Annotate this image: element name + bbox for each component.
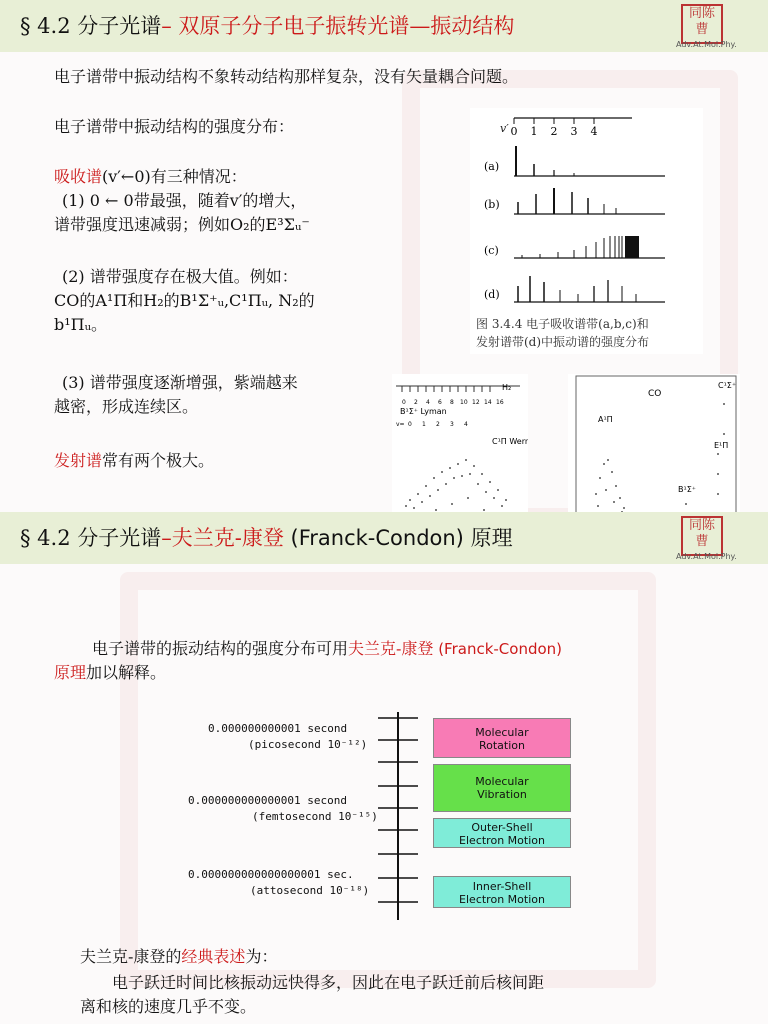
logo-note: Adv.At.Mol.Phy. <box>676 552 737 561</box>
h2-v-tick: 16 <box>496 399 504 406</box>
slide2-header <box>0 512 768 564</box>
case1-line-b: 谱带强度迅速减弱；例如O₂的E³Σᵤ⁻ <box>54 215 310 234</box>
h2-v-tick: 10 <box>460 399 468 406</box>
row-label-c: (c) <box>484 244 499 257</box>
h2-label: H₂ <box>502 383 512 392</box>
h2-v-tick: 6 <box>438 399 442 406</box>
co-c-label: C¹Σ⁺ <box>718 381 737 390</box>
case1-line-a: (1) 0 ← 0带最强，随着v′的增大， <box>62 191 307 210</box>
tick-label: 2 <box>550 125 558 138</box>
timescale-pico-line2: (picosecond 10⁻¹²) <box>248 738 368 751</box>
tick-label: 3 <box>570 125 578 138</box>
row-label-a: (a) <box>484 160 500 173</box>
tick-label: 4 <box>590 125 598 138</box>
figure-caption-2: 发射谱带(d)中振动谱的强度分布 <box>476 335 650 349</box>
emission-line: 发射谱常有两个极大。 <box>54 451 215 470</box>
co-e-label: E¹Π <box>714 441 729 450</box>
h2-w-tick: 0 <box>408 421 412 428</box>
row-label-b: (b) <box>484 198 500 211</box>
box-molecular-vibration: Molecular Vibration <box>433 764 571 812</box>
slide-franck-condon <box>0 512 768 1024</box>
h2-v-tick: 2 <box>414 399 418 406</box>
case2-line-a: (2) 谱带强度存在极大值。例如： <box>62 267 298 286</box>
tick-label: 0 <box>510 125 518 138</box>
h2-w-tick: 4 <box>464 421 468 428</box>
h2-w-tick: 1 <box>422 421 426 428</box>
h2-v-tick: 4 <box>426 399 430 406</box>
timescale-atto-line2: (attosecond 10⁻¹⁸) <box>250 884 370 897</box>
absorption-line: 吸收谱(v′←0)有三种情况： <box>54 167 247 186</box>
case2-line-c: b¹Πᵤ。 <box>54 315 107 334</box>
classic-body-line1: 电子跃迁时间比核振动远快得多，因此在电子跃迁前后核间距 <box>112 973 545 992</box>
tick-label: 1 <box>530 125 538 138</box>
h2-spectrum-svg <box>392 374 528 512</box>
slide2-title: § 4.2 分子光谱–夫兰克-康登 (Franck-Condon) 原理 <box>20 526 513 550</box>
h2-v-tick: 0 <box>402 399 406 406</box>
classic-statement-heading: 夫兰克-康登的经典表述为： <box>80 947 278 966</box>
h2-v-tick: 14 <box>484 399 492 406</box>
timescale-atto-line1: 0.000000000000000001 sec. <box>188 868 354 881</box>
intro-line: 电子谱带中振动结构不象转动结构那样复杂，没有矢量耦合问题。 <box>54 67 519 86</box>
row-label-d: (d) <box>484 288 500 301</box>
co-b-label: B¹Σ⁺ <box>678 485 696 494</box>
seal-logo-icon: 同陈 曹 <box>681 4 723 44</box>
para1-line-a: 电子谱带的振动结构的强度分布可用夫兰克-康登 (Franck-Condon) <box>92 639 563 658</box>
h2-v-tick: 8 <box>450 399 454 406</box>
h2-v-tick: 12 <box>472 399 480 406</box>
slide1-title: § 4.2 分子光谱– 双原子分子电子振转光谱—振动结构 <box>20 14 515 38</box>
para1-line-b: 原理加以解释。 <box>54 663 167 682</box>
co-a-label: A¹Π <box>598 415 613 424</box>
timescale-femto-line1: 0.000000000000001 second <box>188 794 347 807</box>
v-label: v= <box>396 421 405 428</box>
co-spectrum-svg <box>568 374 740 512</box>
lyman-label: B¹Σ⁺ Lyman <box>400 407 447 416</box>
timescale-pico-line1: 0.000000000001 second <box>208 722 348 735</box>
h2-w-tick: 2 <box>436 421 440 428</box>
box-molecular-rotation: Molecular Rotation <box>433 718 571 758</box>
co-label: CO <box>648 389 662 399</box>
co-spectrum-figure <box>568 374 740 512</box>
band-intensity-figure <box>470 108 703 354</box>
intensity-heading: 电子谱带中振动结构的强度分布： <box>54 117 295 136</box>
timescale-femto-line2: (femtosecond 10⁻¹⁵) <box>252 810 378 823</box>
seal-logo-icon: 同陈 曹 <box>681 516 723 556</box>
classic-body-line2: 离和核的速度几乎不变。 <box>80 997 257 1016</box>
h2-w-tick: 3 <box>450 421 454 428</box>
werner-label: C¹Π Wern <box>492 437 528 446</box>
figure-caption-1: 图 3.4.4 电子吸收谱带(a,b,c)和 <box>476 317 649 331</box>
case3-line-a: (3) 谱带强度逐渐增强，紫端越来 <box>62 373 298 392</box>
vprime-label: v′ <box>500 122 509 135</box>
logo-note: Adv.At.Mol.Phy. <box>676 40 737 49</box>
box-outer-shell-electron: Outer-Shell Electron Motion <box>433 818 571 848</box>
h2-spectrum-figure <box>392 374 528 512</box>
box-inner-shell-electron: Inner-Shell Electron Motion <box>433 876 571 908</box>
case2-line-b: CO的A¹Π和H₂的B¹Σ⁺ᵤ,C¹Πᵤ, N₂的 <box>54 291 315 310</box>
slide1-header <box>0 0 768 52</box>
case3-line-b: 越密，形成连续区。 <box>54 397 199 416</box>
